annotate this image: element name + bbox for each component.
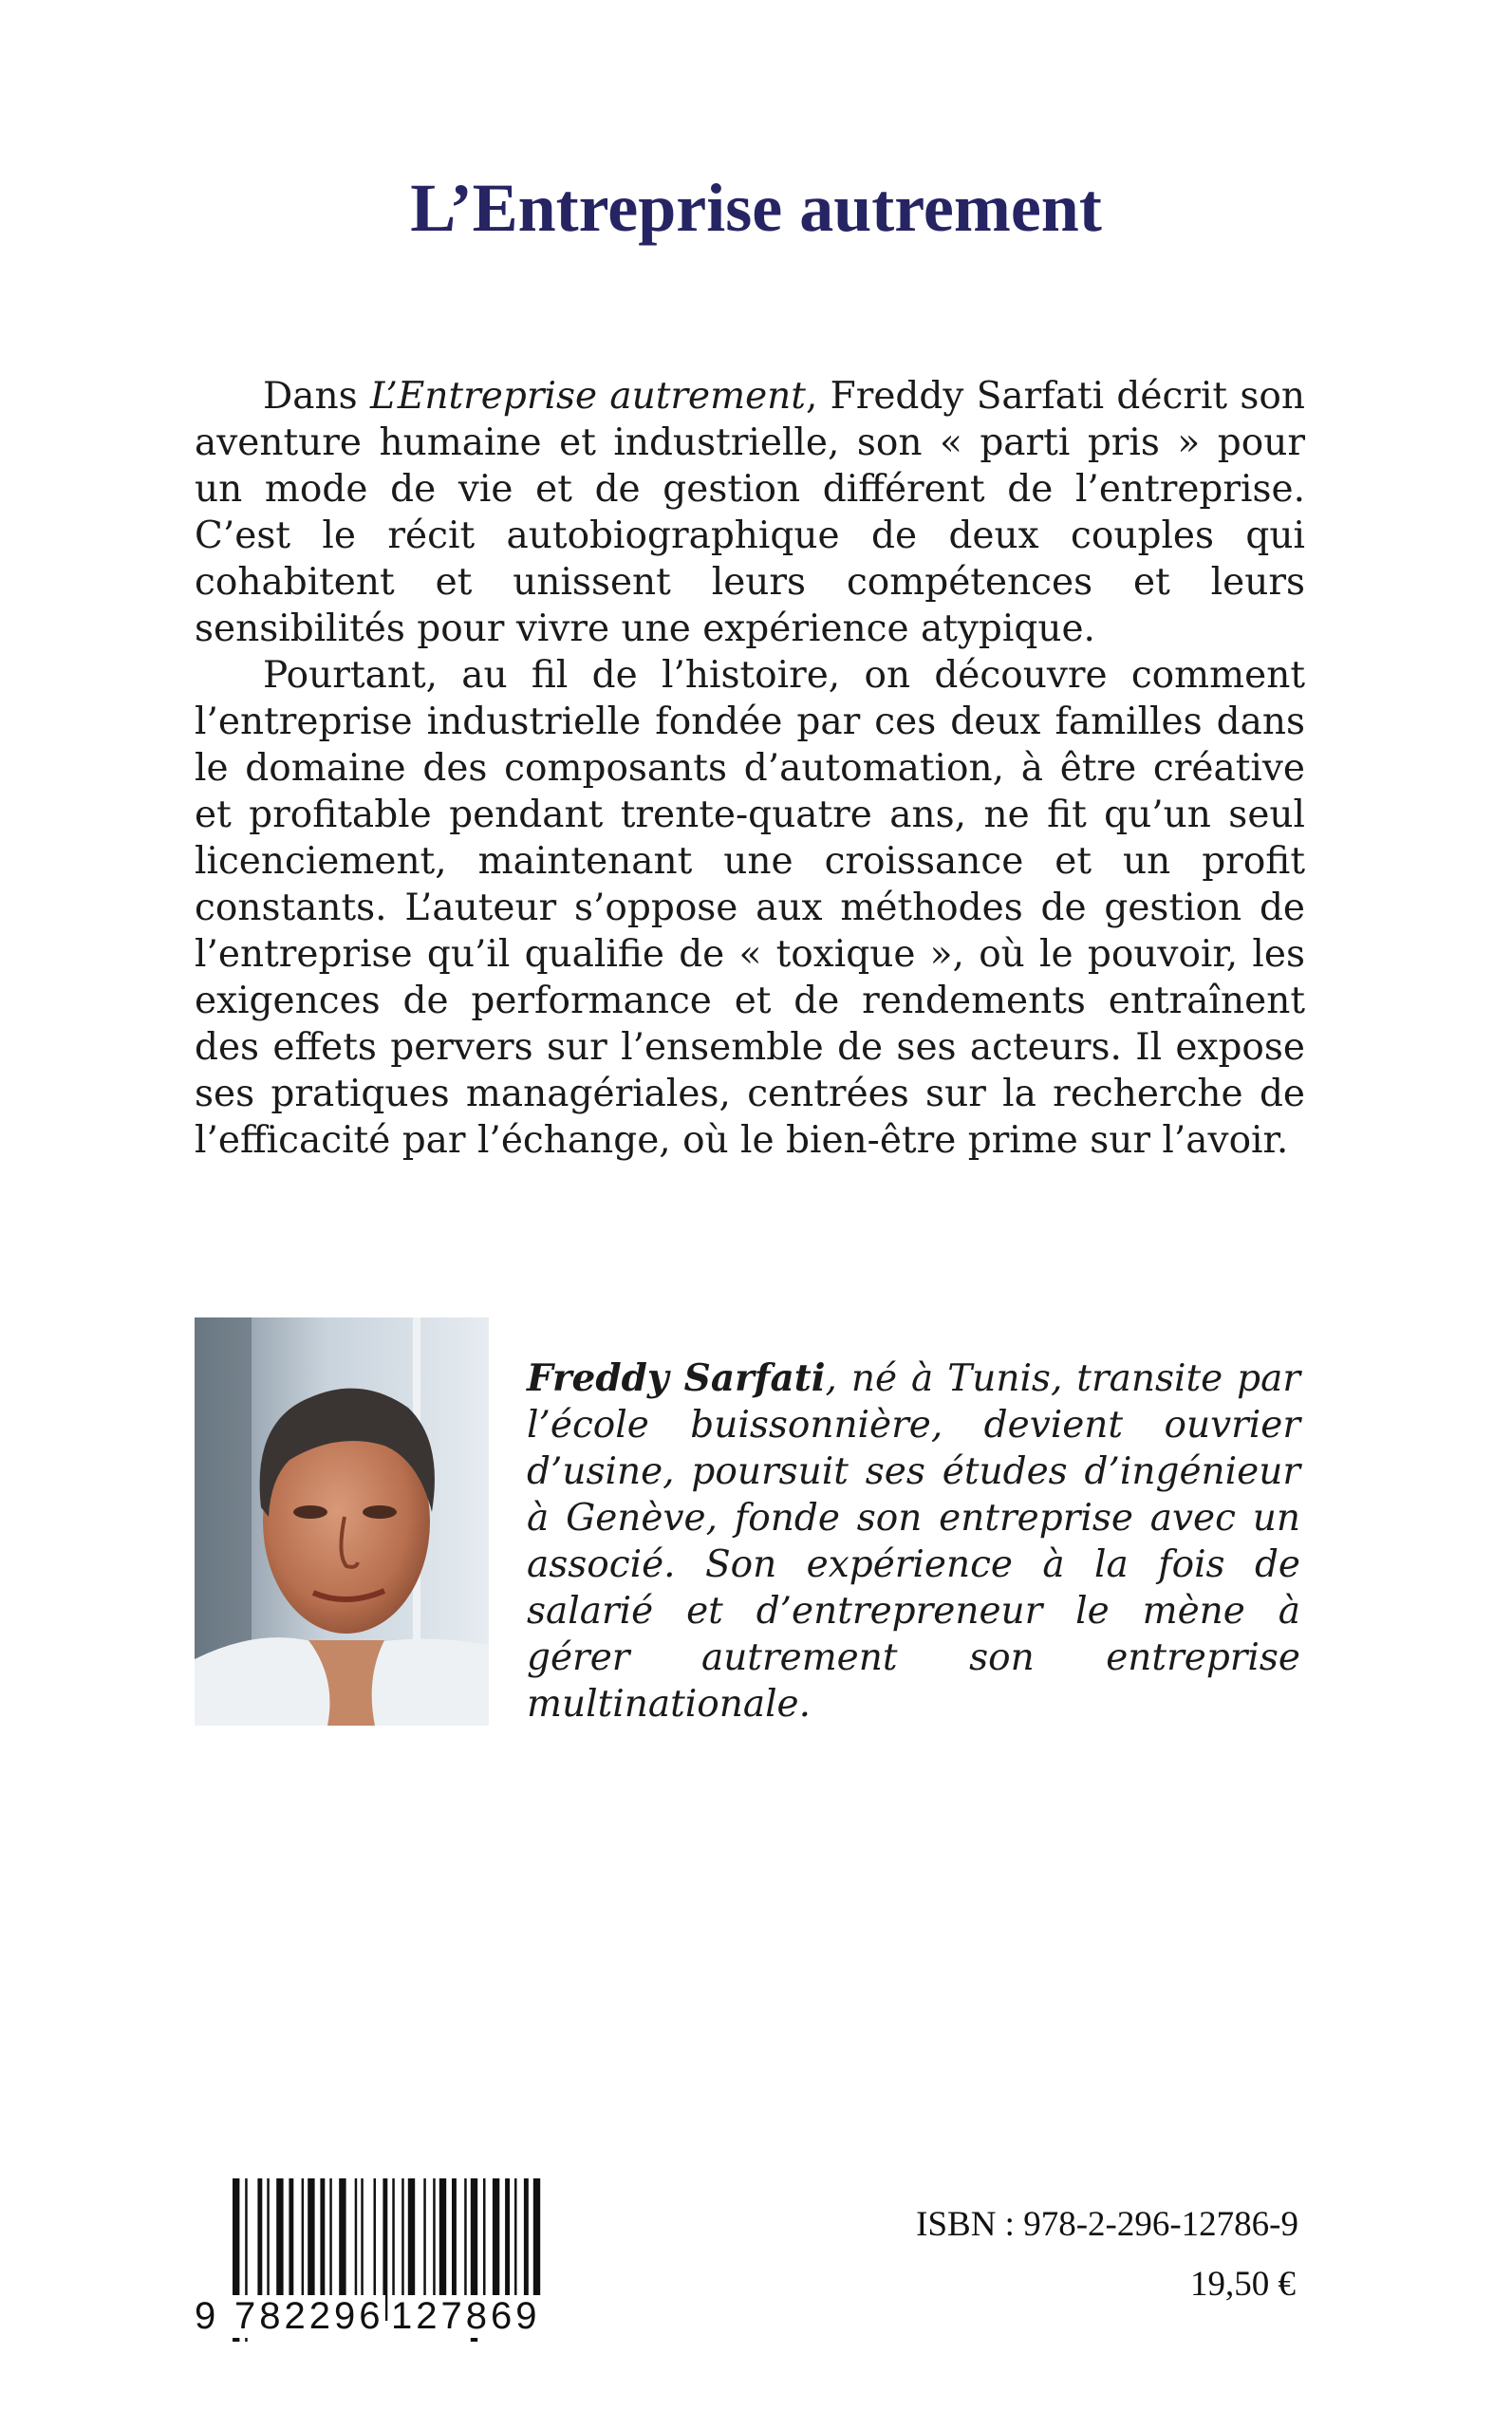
book-title: L’Entreprise autrement [410, 170, 1102, 246]
summary-p1-rest: , Freddy Sarfati décrit son aventure humaine et industrielle, son « parti pris » pour un mode de vie et de gestion différent de l’entreprise. C’est le récit autobiographique de deux couples qui cohabitent et unissent leurs compétences et leurs sensibilités pour vivre une expérience atypique. [195, 375, 1305, 650]
summary-paragraph-1 [195, 373, 1305, 652]
summary-paragraph-2: Pourtant, au fil de l’histoire, on découvre comment l’entreprise industrielle fondée par ces deux familles dans le domaine des composants d’automation, à être créative et profitable pendant trente-quatre ans, ne fit qu’un seul licenciement, maintenant une croissance et un profit constants. L’auteur s’oppose aux méthodes de gestion de l’entreprise qu’il qualifie de « toxique », où le pouvoir, les exigences de performance et de rendements entraînent des effets pervers sur l’ensemble de ses acteurs. Il expose ses pratiques managériales, centrées sur la recherche de l’efficacité par l’échange, où le bien-être prime sur l’avoir. [195, 654, 1305, 1162]
isbn-number: ISBN : 978-2-296-12786-9 [916, 2205, 1298, 2244]
book-price: 19,50 € [1190, 2265, 1296, 2304]
barcode-lead-digit: 9 [195, 2295, 216, 2337]
summary-p1-prefix: Dans [263, 375, 370, 418]
author-bio [527, 1355, 1300, 1728]
barcode-right-group: 127869 [391, 2295, 541, 2337]
author-bio-text: , né à Tunis, transite par l’école buissonnière, devient ouvrier d’usine, poursuit ses études d’ingénieur à Genève, fonde son entreprise avec un associé. Son expérience à la fois de salarié et d’entrepreneur le mène à gérer autrement son entreprise multinationale. [527, 1357, 1301, 1726]
author-photo [195, 1317, 489, 1726]
author-name: Freddy Sarfati [527, 1356, 826, 1400]
summary-p1-title: L’Entreprise autrement [369, 375, 806, 418]
book-summary [195, 373, 1305, 1164]
barcode-left-group: 782296 [234, 2295, 384, 2337]
barcode-digits [195, 2295, 551, 2343]
